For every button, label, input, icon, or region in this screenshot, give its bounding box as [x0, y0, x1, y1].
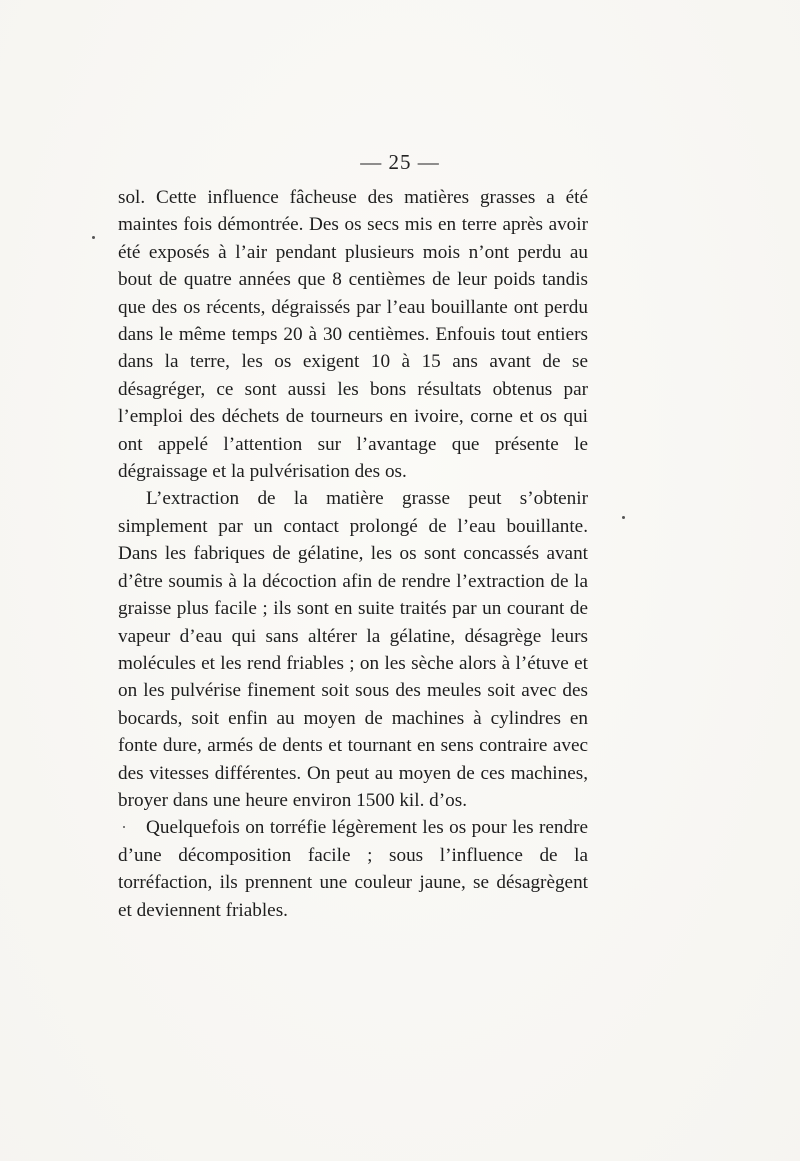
- paragraph-3: Quelquefois on torréfie légèrement les os pour les rendre d’une décomposition facile ; sous l’influence de la torréfaction, ils prennent une couleur jaune, se désagrègent et deviennent friables.: [118, 817, 588, 921]
- margin-speck-lower: [123, 826, 125, 828]
- paragraph-1: sol. Cette influence fâcheuse des matières grasses a été maintes fois démontrée. Des os secs mis en terre après avoir été exposés à l’air pendant plusieurs mois n’ont perdu au bout de quatre années que 8 centièmes de leur poids tandis que des os récents, dégraissés par l’eau bouillante ont perdu dans le même temps 20 à 30 centièmes. Enfouis tout entiers dans la terre, les os exigent 10 à 15 ans avant de se désagréger, ce sont aussi les bons résultats obtenus par l’emploi des déchets de tourneurs en ivoire, corne et os qui ont appelé l’attention sur l’avantage que présente le dégraissage et la pulvérisation des os.: [118, 187, 588, 483]
- margin-speck-left: [92, 236, 95, 239]
- body-text: [118, 184, 588, 924]
- page-number: — 25 —: [360, 150, 440, 174]
- margin-speck-right: [622, 516, 625, 519]
- paragraph-2: L’extraction de la matière grasse peut s’obtenir simplement par un contact prolongé de l’eau bouillante. Dans les fabriques de gélatine, les os sont concassés avant d’être soumis à la décoction afin de rendre l’extraction de la graisse plus facile ; ils sont en suite traités par un courant de vapeur d’eau qui sans altérer la gélatine, désagrège leurs molécules et les rend friables ; on les sèche alors à l’étuve et on les pulvérise finement soit sous des meules soit avec des bocards, soit enfin au moyen de machines à cylindres en fonte dure, armés de dents et tournant en sens contraire avec des vitesses différentes. On peut au moyen de ces machines, broyer dans une heure environ 1500 kil. d’os.: [118, 488, 588, 811]
